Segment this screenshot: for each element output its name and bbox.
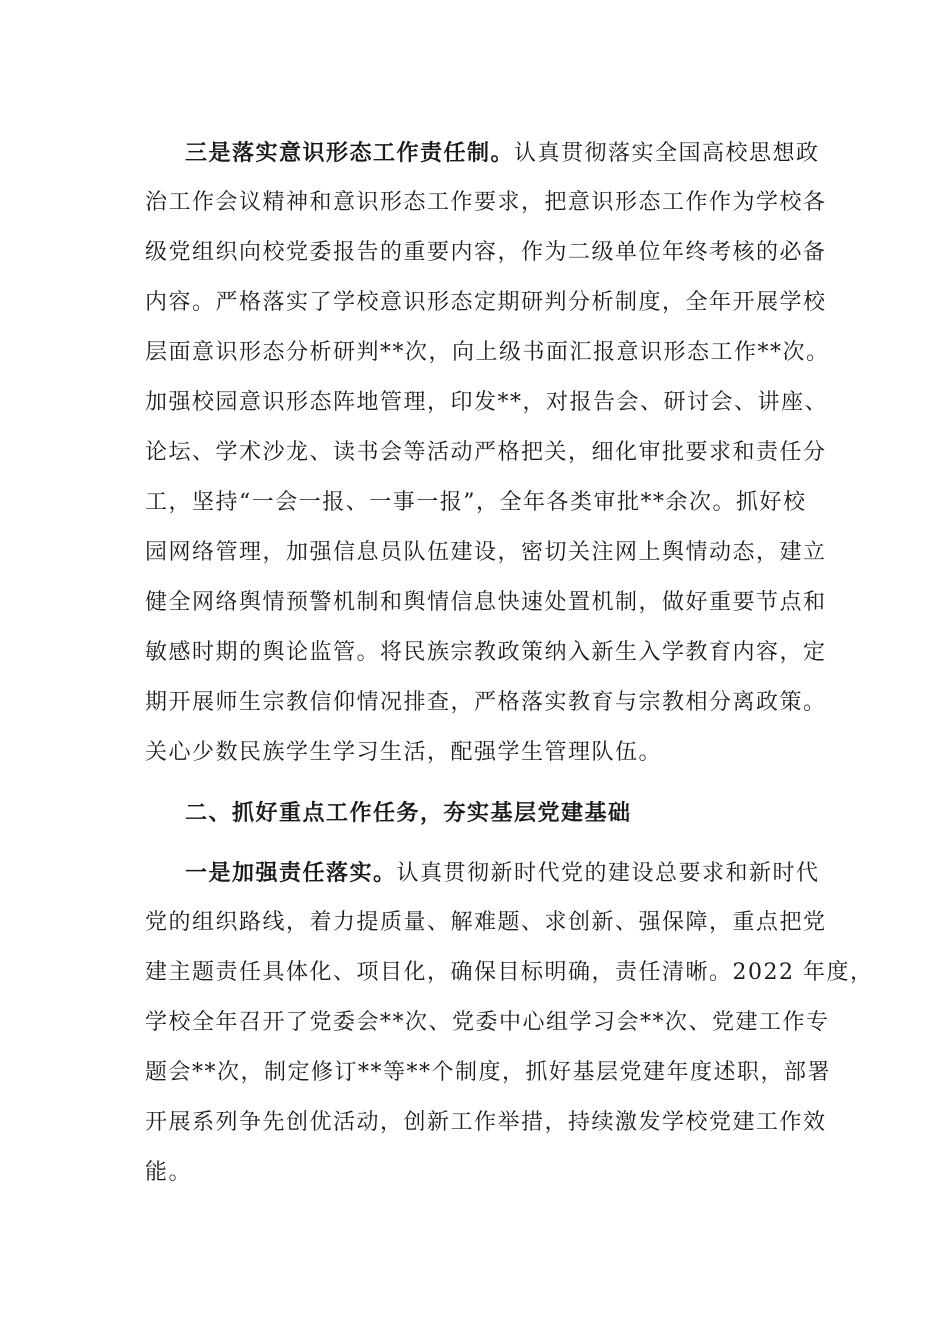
paragraph-1-line-12: 期开展师生宗教信仰情况排查，严格落实教育与宗教相分离政策。 xyxy=(145,690,827,715)
paragraph-2-lead: 一是加强责任落实。 xyxy=(185,860,397,886)
paragraph-2-line-6: 开展系列争先创优活动，创新工作举措，持续激发学校党建工作效 xyxy=(145,1110,827,1135)
paragraph-1-text: 认真贯彻落实全国高校思想政 xyxy=(514,141,820,166)
paragraph-1-line-3: 级党组织向校党委报告的重要内容，作为二级单位年终考核的必备 xyxy=(145,240,827,265)
paragraph-1-line-6: 加强校园意识形态阵地管理，印发**，对报告会、研讨会、讲座、 xyxy=(145,390,829,415)
paragraph-1-line-13: 关心少数民族学生学习生活，配强学生管理队伍。 xyxy=(145,740,663,765)
paragraph-1-lead: 三是落实意识形态工作责任制。 xyxy=(185,140,515,166)
paragraph-1-line-10: 健全网络舆情预警机制和舆情信息快速处置机制，做好重要节点和 xyxy=(145,590,827,615)
paragraph-1-line-1 xyxy=(185,138,835,168)
paragraph-2-line-1 xyxy=(185,858,835,888)
paragraph-1-line-5: 层面意识形态分析研判**次，向上级书面汇报意识形态工作**次。 xyxy=(145,340,830,365)
paragraph-2-line-2: 党的组织路线，着力提质量、解难题、求创新、强保障，重点把党 xyxy=(145,910,827,935)
paragraph-1-line-9: 园网络管理，加强信息员队伍建设，密切关注网上舆情动态，建立 xyxy=(145,540,827,565)
paragraph-2-line-4: 学校全年召开了党委会**次、党委中心组学习会**次、党建工作专 xyxy=(145,1010,830,1035)
paragraph-2-text: 认真贯彻新时代党的建设总要求和新时代 xyxy=(396,861,820,886)
paragraph-2-line-5: 题会**次，制定修订**等**个制度，抓好基层党建年度述职，部署 xyxy=(145,1060,832,1085)
paragraph-1-line-8: 工，坚持“一会一报、一事一报”，全年各类审批**余次。抓好校 xyxy=(145,490,807,515)
paragraph-1-line-4: 内容。严格落实了学校意识形态定期研判分析制度，全年开展学校 xyxy=(145,290,827,315)
paragraph-2-line-7: 能。 xyxy=(145,1160,193,1185)
section-heading: 二、抓好重点工作任务，夯实基层党建基础 xyxy=(185,800,632,826)
paragraph-2-line-3: 建主题责任具体化、项目化，确保目标明确，责任清晰。2022 年度， xyxy=(145,960,874,985)
paragraph-1-line-2: 治工作会议精神和意识形态工作要求，把意识形态工作作为学校各 xyxy=(145,190,827,215)
paragraph-1-line-11: 敏感时期的舆论监管。将民族宗教政策纳入新生入学教育内容，定 xyxy=(145,640,827,665)
paragraph-1-line-7: 论坛、学术沙龙、读书会等活动严格把关，细化审批要求和责任分 xyxy=(145,440,827,465)
